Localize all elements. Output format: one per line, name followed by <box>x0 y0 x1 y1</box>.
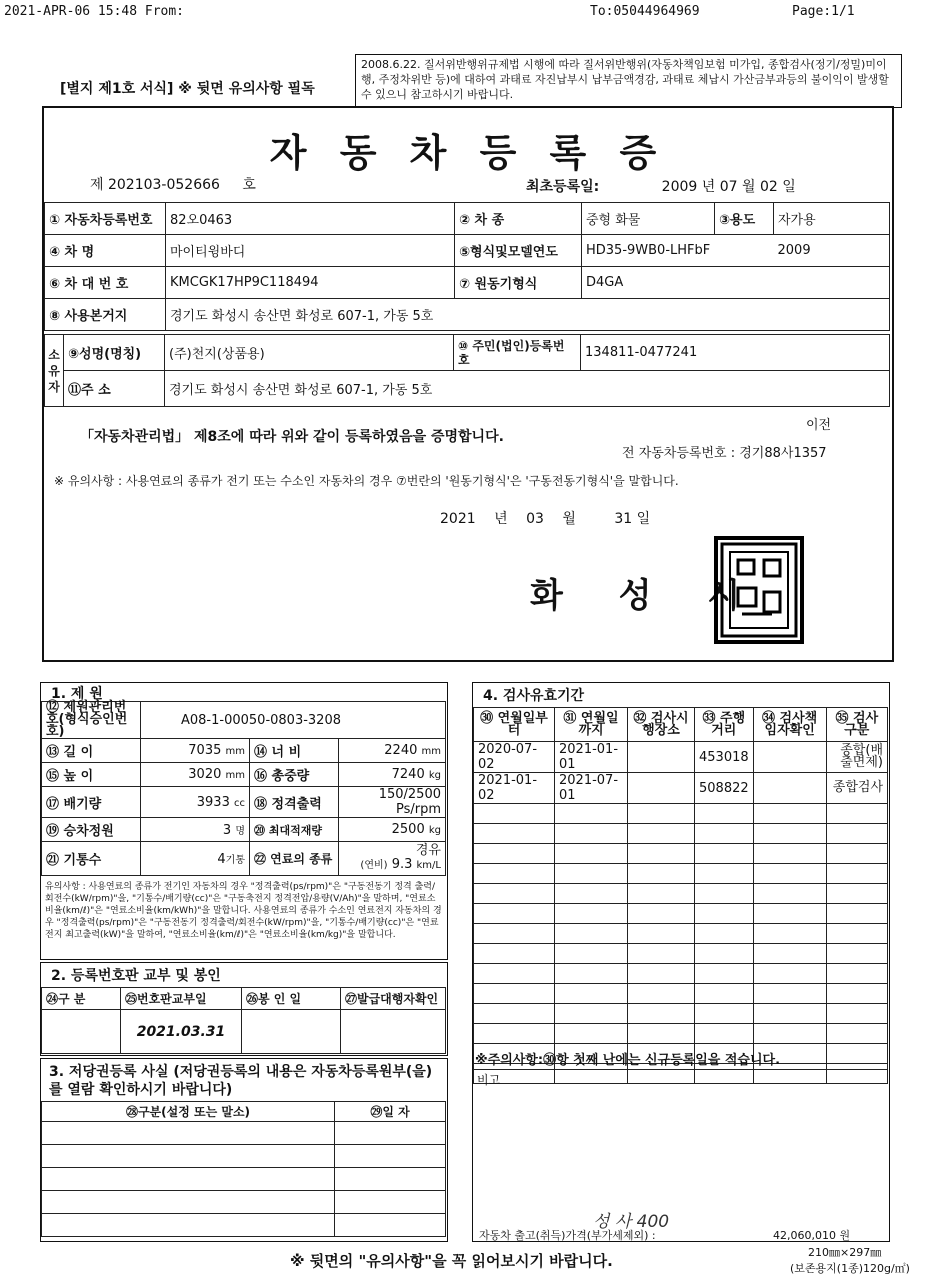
gross-label: ⑯ 총중량 <box>250 763 339 787</box>
insp-to: 2021-01-01 <box>555 742 628 773</box>
issuer-name: 화 성 시 <box>530 576 763 616</box>
certificate-number: 202103-052666 <box>107 177 220 193</box>
reg-no: 82오0463 <box>166 203 455 235</box>
owner-table <box>44 334 890 407</box>
lien-col-type: ㉘구분(설정 또는 말소) <box>42 1102 335 1122</box>
previous-reg-top: 이전 <box>806 418 832 433</box>
reg-no-label: ① 자동차등록번호 <box>45 203 166 235</box>
owner-address: 경기도 화성시 송산면 화성로 607-1, 가동 5호 <box>165 371 890 407</box>
no-suffix: 호 <box>242 177 256 193</box>
model-year: 2009 <box>774 235 890 267</box>
cylinders: 4 <box>217 851 226 867</box>
specs-table <box>41 701 446 876</box>
price-label: 자동차 출고(취득)가격(부가세제외) : <box>479 1229 656 1242</box>
vehicle-type: 중형 화물 <box>582 203 715 235</box>
table-row <box>474 773 888 804</box>
seats-label: ⑲ 승차정원 <box>42 818 141 842</box>
certification-statement: 「자동차관리법」 제8조에 따라 위와 같이 등록하였음을 증명합니다. <box>80 429 504 445</box>
table-row <box>474 742 888 773</box>
lien-section <box>40 1058 448 1242</box>
inspection-note: ※주의사항:㉚항 첫째 난에는 신규등록일을 적습니다. <box>475 1053 781 1068</box>
vehicle-name: 마이티윙바디 <box>166 235 455 267</box>
insp-col-to: ㉛ 연월일까지 <box>555 708 628 742</box>
insp-kind: 종합검사 <box>826 773 887 804</box>
approval-label: ⑫ 제원관리번호(형식승인번호) <box>42 702 141 739</box>
first-reg-year: 2009 <box>661 179 698 195</box>
efficiency: 9.3 <box>391 857 413 872</box>
owner-id-label: ⑩ 주민(법인)등록번호 <box>454 335 581 371</box>
height-label: ⑮ 높 이 <box>42 763 141 787</box>
engine-type: D4GA <box>582 267 890 299</box>
owner-address-label: ⑪주 소 <box>64 371 165 407</box>
insp-kind: 종합(배출면제) <box>826 742 887 773</box>
insp-check <box>753 773 826 804</box>
model: HD35-9WB0-LHFbF <box>582 235 774 267</box>
fuel-note: ※ 유의사항 : 사용연료의 종류가 전기 또는 수소인 자동차의 경우 ⑦번란의 '원동기형식'은 '구동전동기형식'을 말합니다. <box>54 474 679 488</box>
gross-weight: 7240 <box>391 767 425 782</box>
approval-no: A08-1-00050-0803-3208 <box>141 702 446 739</box>
displacement-label: ⑰ 배기량 <box>42 787 141 818</box>
plate-col-issue: ㉕번호판교부일 <box>121 988 242 1010</box>
plate-section <box>40 962 448 1056</box>
first-reg-month: 07 <box>719 179 738 195</box>
insp-col-from: ㉚ 연월일부터 <box>474 708 555 742</box>
inspection-table <box>473 707 888 1084</box>
height-unit: mm <box>225 770 245 781</box>
owner-id: 134811-0477241 <box>581 335 890 371</box>
owner-side-label: 소유자 <box>45 335 64 407</box>
lien-col-date: ㉙일 자 <box>335 1102 446 1122</box>
read-back-note: ※ 뒷면의 "유의사항"을 꼭 읽어보시기 바랍니다. <box>290 1252 613 1270</box>
base-label: ⑧ 사용본거지 <box>45 299 166 331</box>
seats: 3 <box>222 822 232 838</box>
width: 2240 <box>384 743 418 758</box>
width-label: ⑭ 너 비 <box>250 739 339 763</box>
paper-type: (보존용지(1종)120g/㎡) <box>790 1262 910 1275</box>
lien-table <box>41 1101 446 1237</box>
issue-month-unit: 월 <box>562 511 576 527</box>
rated-power: 150/2500 Ps/rpm <box>339 787 446 818</box>
length-unit: mm <box>225 746 245 757</box>
use-label: ③용도 <box>715 203 774 235</box>
official-seal <box>714 536 804 644</box>
height: 3020 <box>188 767 222 782</box>
gross-unit: kg <box>428 770 441 781</box>
vin: KMCGK17HP9C118494 <box>166 267 455 299</box>
power-label: ⑱ 정격출력 <box>250 787 339 818</box>
insp-place <box>628 773 695 804</box>
notice-box: 2008.6.22. 질서위반행위규제법 시행에 따라 질서위반행위(자동차책임보험 미가입, 종합검사(정기/정밀)미이행, 주정차위반 등)에 대하여 과태료 자진납부시 납부금액경감, 과태료 체납시 가산금부과등의 불이익이 발생할 수 있으니 참고하시기 바랍니다. <box>355 54 902 108</box>
plate-col-seal: ㉖봉 인 일 <box>242 988 341 1010</box>
certificate-number-line <box>90 174 256 194</box>
seal-icon <box>718 540 800 640</box>
insp-col-km: ㉝ 주행거리 <box>695 708 754 742</box>
max-load: 2500 <box>391 822 425 837</box>
inspection-header: 4. 검사유효기간 <box>483 688 585 704</box>
plate-table <box>41 987 446 1054</box>
fuel-label: ㉒ 연료의 종류 <box>250 842 339 876</box>
insp-col-check: ㉞ 검사책임자확인 <box>753 708 826 742</box>
registration-table <box>44 202 890 331</box>
remarks-label: 비고 <box>477 1073 501 1087</box>
lien-header: 3. 저당권등록 사실 (저당권등록의 내용은 자동차등록원부(을)를 열람 확인하시기 바랍니다) <box>49 1064 433 1098</box>
fax-page: Page:1/1 <box>792 4 855 19</box>
issue-date <box>440 508 650 528</box>
vin-label: ⑥ 차 대 번 호 <box>45 267 166 299</box>
day-unit: 일 <box>782 179 796 195</box>
name-label: ④ 차 명 <box>45 235 166 267</box>
width-unit: mm <box>421 746 441 757</box>
month-unit: 월 <box>742 179 756 195</box>
plate-stamp-date: 2021.03.31 <box>121 1010 242 1054</box>
engine-label: ⑦ 원동기형식 <box>455 267 582 299</box>
previous-registration: 전 자동차등록번호 : 경기88사1357 <box>622 446 827 461</box>
fax-recipient: To:05044964969 <box>590 4 700 19</box>
handwritten-note: 성 사 400 <box>593 1212 670 1232</box>
remarks-divider <box>473 1069 888 1070</box>
insp-km: 453018 <box>695 742 754 773</box>
specs-header: 1. 제 원 <box>51 686 103 702</box>
displacement-unit: cc <box>234 797 245 809</box>
issue-month: 03 <box>526 511 544 527</box>
paper-size: 210㎜×297㎜ <box>808 1246 882 1259</box>
owner-name: (주)천지(상품용) <box>165 335 454 371</box>
specs-note: 유의사항 : 사용연료의 종류가 전기인 자동차의 경우 "정격출력(ps/rpm)"은 "구동전동기 정격 출력/회전수(kW/rpm)"을, "기통수/배기량(cc)"은 "구동축전지 정격전압/용량(V/Ah)"을 말하며, "연료소비율(km/ℓ)"은 "연료소비율(km/kWh)"을 말합니다. 사용연료의 종류가 수소인 연료전지 자동차의 경우 "정격출력(ps/rpm)"은 "구동전동기 정격출력/회전수(kW/rpm)"을, "기통수/배기량(cc)"은 "연료전지 최고출력(kW)"을 말하여, "연료소비율(km/ℓ)"은 "연료소비율(km/kg)"을 말합니다. <box>45 882 442 940</box>
efficiency-unit: km/L <box>416 860 441 871</box>
issue-year-unit: 년 <box>494 511 508 527</box>
efficiency-label: (연비) <box>360 860 388 871</box>
no-prefix: 제 <box>90 177 104 193</box>
fuel-type: 경유 <box>415 843 441 858</box>
type-label: ② 차 종 <box>455 203 582 235</box>
first-reg-day: 02 <box>760 179 778 195</box>
specs-section <box>40 682 448 960</box>
base-address: 경기도 화성시 송산면 화성로 607-1, 가동 5호 <box>166 299 890 331</box>
first-reg-label: 최초등록일: <box>526 179 600 195</box>
insp-km: 508822 <box>695 773 754 804</box>
insp-from: 2020-07-02 <box>474 742 555 773</box>
insp-col-kind: ㉟ 검사구분 <box>826 708 887 742</box>
insp-to: 2021-07-01 <box>555 773 628 804</box>
insp-col-place: ㉜ 검사시행장소 <box>628 708 695 742</box>
insp-from: 2021-01-02 <box>474 773 555 804</box>
cylinders-unit: 기통 <box>225 854 245 866</box>
owner-name-label: ⑨성명(명칭) <box>64 335 165 371</box>
max-load-label: ⑳ 최대적재량 <box>250 818 339 842</box>
form-label: [별지 제1호 서식] ※ 뒷면 유의사항 필독 <box>60 81 315 97</box>
issue-year: 2021 <box>440 511 476 527</box>
insp-place <box>628 742 695 773</box>
plate-header: 2. 등록번호판 교부 및 봉인 <box>51 968 221 984</box>
plate-col-agent: ㉗발급대행자확인 <box>341 988 446 1010</box>
price: 42,060,010 원 <box>773 1229 851 1242</box>
year-unit: 년 <box>701 179 716 195</box>
displacement: 3933 <box>196 794 230 810</box>
certificate-box <box>42 106 894 662</box>
plate-col-type: ㉔구 분 <box>42 988 121 1010</box>
max-load-unit: kg <box>428 825 441 836</box>
insp-check <box>753 742 826 773</box>
issue-day: 31 <box>614 511 633 527</box>
seats-unit: 명 <box>235 825 245 837</box>
fax-timestamp: 2021-APR-06 15:48 From: <box>4 4 185 19</box>
issue-day-unit: 일 <box>636 511 651 527</box>
first-registration-date <box>526 176 796 196</box>
certificate-title: 자 동 차 등 록 증 <box>269 131 667 175</box>
cylinders-label: ㉑ 기통수 <box>42 842 141 876</box>
inspection-section <box>472 682 890 1242</box>
model-label: ⑤형식및모델연도 <box>455 235 582 267</box>
length: 7035 <box>188 743 222 758</box>
vehicle-use: 자가용 <box>774 203 890 235</box>
length-label: ⑬ 길 이 <box>42 739 141 763</box>
